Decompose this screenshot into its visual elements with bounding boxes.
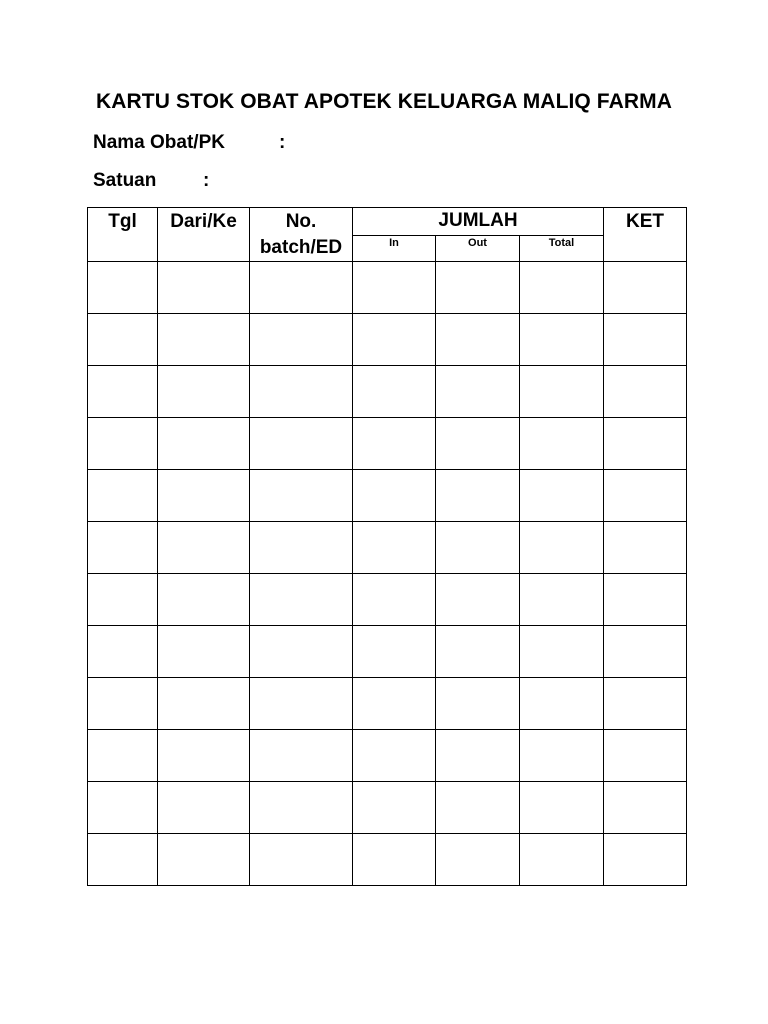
cell-in [353, 366, 436, 418]
cell-dari-ke [158, 678, 250, 730]
header-dari-ke-label: Dari/Ke [170, 211, 237, 232]
header-total-label: Total [548, 237, 575, 250]
cell-out [436, 470, 520, 522]
cell-tgl [88, 626, 158, 678]
field-nama-obat-label: Nama Obat/PK [93, 132, 225, 153]
cell-no-batch [250, 782, 353, 834]
cell-no-batch [250, 418, 353, 470]
field-satuan-colon: : [203, 170, 210, 191]
cell-total [520, 366, 604, 418]
cell-no-batch [250, 470, 353, 522]
cell-in [353, 678, 436, 730]
cell-out [436, 782, 520, 834]
field-nama-obat [93, 132, 286, 154]
cell-ket [604, 262, 687, 314]
cell-dari-ke [158, 626, 250, 678]
cell-total [520, 574, 604, 626]
header-no-batch-line2: batch/ED [259, 237, 343, 258]
cell-ket [604, 626, 687, 678]
cell-in [353, 730, 436, 782]
cell-no-batch [250, 730, 353, 782]
cell-tgl [88, 522, 158, 574]
table-row [88, 574, 687, 626]
cell-ket [604, 366, 687, 418]
header-ket [604, 208, 687, 262]
cell-total [520, 730, 604, 782]
cell-dari-ke [158, 522, 250, 574]
table-row [88, 730, 687, 782]
table-row [88, 678, 687, 730]
cell-tgl [88, 262, 158, 314]
cell-out [436, 678, 520, 730]
cell-tgl [88, 314, 158, 366]
header-jumlah-label: JUMLAH [438, 210, 518, 231]
header-in [353, 236, 436, 262]
header-total [520, 236, 604, 262]
table-row [88, 834, 687, 886]
table-row [88, 314, 687, 366]
document-title: KARTU STOK OBAT APOTEK KELUARGA MALIQ FARMA [96, 90, 672, 113]
header-jumlah [353, 208, 604, 236]
cell-total [520, 626, 604, 678]
cell-ket [604, 782, 687, 834]
cell-out [436, 366, 520, 418]
field-satuan-label: Satuan [93, 170, 157, 191]
table-row [88, 626, 687, 678]
cell-dari-ke [158, 834, 250, 886]
cell-tgl [88, 366, 158, 418]
table-row [88, 418, 687, 470]
cell-tgl [88, 418, 158, 470]
header-out [436, 236, 520, 262]
table-row [88, 782, 687, 834]
cell-in [353, 262, 436, 314]
cell-tgl [88, 834, 158, 886]
cell-out [436, 626, 520, 678]
cell-out [436, 574, 520, 626]
cell-out [436, 262, 520, 314]
cell-ket [604, 418, 687, 470]
cell-in [353, 314, 436, 366]
cell-total [520, 418, 604, 470]
header-ket-label: KET [626, 211, 665, 232]
field-nama-obat-colon: : [279, 132, 286, 153]
cell-dari-ke [158, 366, 250, 418]
cell-no-batch [250, 626, 353, 678]
cell-no-batch [250, 834, 353, 886]
cell-ket [604, 470, 687, 522]
cell-no-batch [250, 366, 353, 418]
field-satuan [93, 170, 210, 192]
cell-in [353, 626, 436, 678]
table-body [88, 262, 687, 886]
cell-out [436, 730, 520, 782]
cell-total [520, 522, 604, 574]
cell-tgl [88, 574, 158, 626]
cell-dari-ke [158, 782, 250, 834]
cell-ket [604, 678, 687, 730]
header-out-label: Out [468, 237, 487, 250]
cell-total [520, 314, 604, 366]
cell-tgl [88, 730, 158, 782]
header-tgl [88, 208, 158, 262]
cell-in [353, 782, 436, 834]
cell-total [520, 782, 604, 834]
cell-no-batch [250, 262, 353, 314]
cell-in [353, 418, 436, 470]
header-in-label: In [389, 237, 399, 250]
cell-in [353, 574, 436, 626]
cell-out [436, 522, 520, 574]
cell-total [520, 834, 604, 886]
cell-out [436, 418, 520, 470]
cell-total [520, 262, 604, 314]
cell-in [353, 834, 436, 886]
cell-tgl [88, 470, 158, 522]
cell-tgl [88, 678, 158, 730]
header-no-batch-line1: No. [285, 211, 317, 232]
cell-dari-ke [158, 262, 250, 314]
cell-out [436, 314, 520, 366]
table-row [88, 262, 687, 314]
cell-no-batch [250, 678, 353, 730]
cell-ket [604, 834, 687, 886]
table-row [88, 470, 687, 522]
stock-card-table [87, 207, 687, 886]
cell-out [436, 834, 520, 886]
cell-ket [604, 522, 687, 574]
cell-ket [604, 574, 687, 626]
header-dari-ke [158, 208, 250, 262]
header-tgl-label: Tgl [108, 211, 137, 232]
cell-dari-ke [158, 470, 250, 522]
cell-no-batch [250, 574, 353, 626]
header-no-batch [250, 208, 353, 262]
cell-dari-ke [158, 730, 250, 782]
cell-dari-ke [158, 314, 250, 366]
cell-no-batch [250, 314, 353, 366]
cell-total [520, 678, 604, 730]
cell-in [353, 470, 436, 522]
cell-no-batch [250, 522, 353, 574]
cell-tgl [88, 782, 158, 834]
cell-ket [604, 730, 687, 782]
cell-in [353, 522, 436, 574]
table-row [88, 522, 687, 574]
table-row [88, 366, 687, 418]
cell-ket [604, 314, 687, 366]
cell-dari-ke [158, 574, 250, 626]
cell-total [520, 470, 604, 522]
cell-dari-ke [158, 418, 250, 470]
